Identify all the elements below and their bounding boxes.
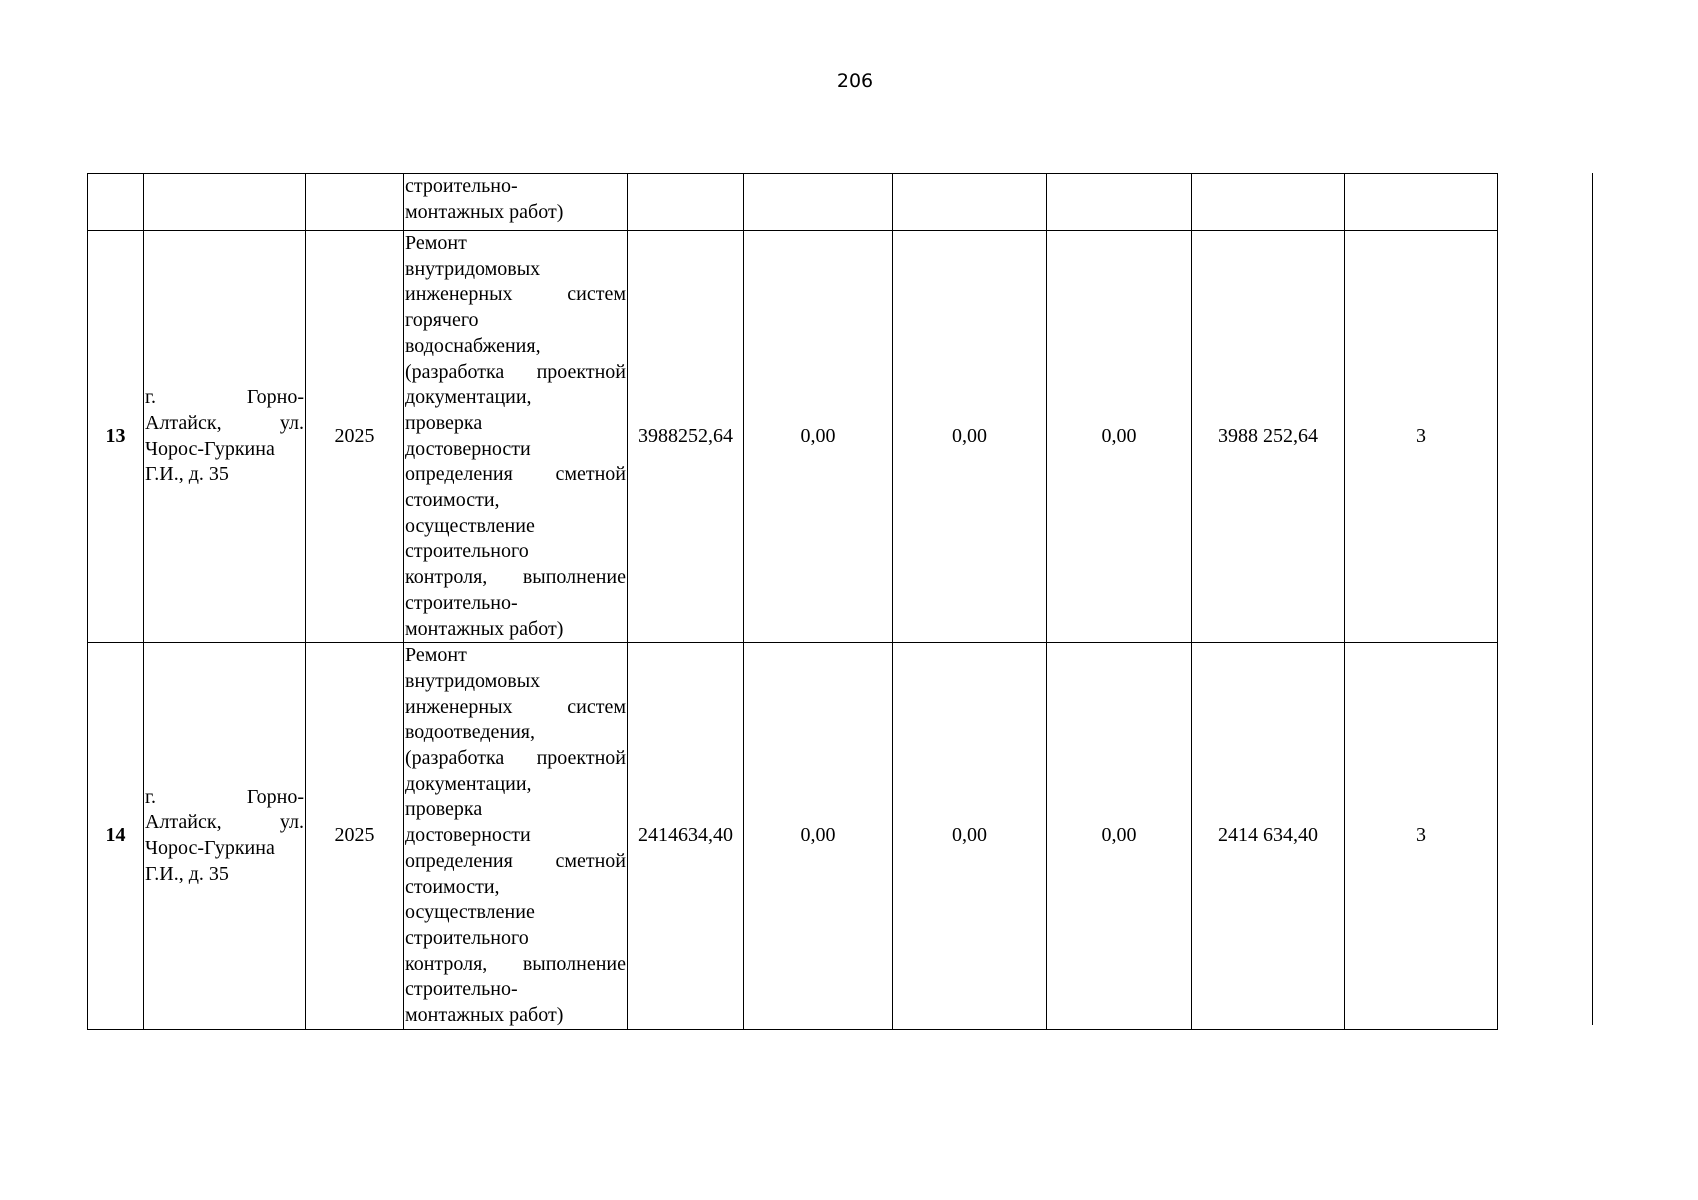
description-line: документации, [405, 386, 532, 409]
cell-work-description [404, 174, 628, 231]
cell-code: 3 [1345, 231, 1498, 643]
cell-owners-funds [1192, 174, 1345, 231]
table-row-continuation [88, 174, 1498, 231]
description-line: инженерных систем [405, 695, 626, 718]
table-row [88, 231, 1498, 643]
description-line: (разработка проектной [405, 747, 626, 770]
description-line: внутридомовых [405, 669, 541, 692]
address-line: г. Горно- [145, 386, 304, 409]
description-line: строительно- [405, 591, 518, 614]
description-line: строительного [405, 540, 529, 563]
description-line: инженерных систем [405, 283, 626, 306]
cell-total-cost: 3988252,64 [628, 231, 744, 643]
cell-fund-amount: 0,00 [744, 231, 893, 643]
cell-year [306, 174, 404, 231]
cell-work-description [404, 231, 628, 643]
description-line: достоверности [405, 437, 531, 460]
description-line: проверка [405, 798, 483, 821]
description-line: строительно- [405, 978, 518, 1001]
description-line: строительно- [405, 175, 518, 197]
cell-regional-budget: 0,00 [893, 643, 1047, 1030]
cell-local-budget: 0,00 [1047, 643, 1192, 1030]
description-line: достоверности [405, 824, 531, 847]
description-line: монтажных работ) [405, 1004, 564, 1027]
address-line: Алтайск, ул. [145, 811, 304, 834]
description-line: горячего [405, 309, 479, 332]
address-line: г. Горно- [145, 785, 304, 808]
description-line: контроля, выполнение [405, 566, 626, 589]
description-line: проверка [405, 411, 483, 434]
table-row [88, 643, 1498, 1030]
cell-year: 2025 [306, 231, 404, 643]
margin-rule [1592, 173, 1593, 1025]
description-line: (разработка проектной [405, 360, 626, 383]
description-line: осуществление [405, 514, 535, 537]
cell-code: 3 [1345, 643, 1498, 1030]
description-line: стоимости, [405, 489, 500, 512]
cell-number: 14 [88, 643, 144, 1030]
cell-code [1345, 174, 1498, 231]
description-line: Ремонт [405, 644, 467, 667]
cell-local-budget [1047, 174, 1192, 231]
description-line: строительного [405, 926, 529, 949]
cell-local-budget: 0,00 [1047, 231, 1192, 643]
cell-regional-budget [893, 174, 1047, 231]
cell-address [144, 643, 306, 1030]
cell-owners-funds: 2414 634,40 [1192, 643, 1345, 1030]
description-line: Ремонт [405, 232, 467, 254]
cell-work-description [404, 643, 628, 1030]
cell-address [144, 231, 306, 643]
cell-regional-budget: 0,00 [893, 231, 1047, 643]
cell-total-cost [628, 174, 744, 231]
page-number: 206 [836, 70, 874, 92]
description-line: контроля, выполнение [405, 952, 626, 975]
address-line: Чорос-Гуркина [145, 837, 275, 860]
description-line: документации, [405, 772, 532, 795]
address-line: Г.И., д. 35 [145, 862, 229, 885]
cell-owners-funds: 3988 252,64 [1192, 231, 1345, 643]
description-line: стоимости, [405, 875, 500, 898]
capital-repair-table [87, 173, 1498, 1030]
description-line: водоснабжения, [405, 334, 541, 357]
description-line: водоотведения, [405, 721, 535, 744]
description-line: определения сметной [405, 849, 626, 872]
cell-number [88, 174, 144, 231]
address-line: Алтайск, ул. [145, 411, 304, 434]
cell-address [144, 174, 306, 231]
description-line: осуществление [405, 901, 535, 924]
cell-number: 13 [88, 231, 144, 643]
cell-total-cost: 2414634,40 [628, 643, 744, 1030]
cell-fund-amount [744, 174, 893, 231]
address-line: Чорос-Гуркина [145, 437, 275, 460]
description-line: определения сметной [405, 463, 626, 486]
address-line: Г.И., д. 35 [145, 463, 229, 486]
description-line: монтажных работ) [405, 200, 564, 223]
description-line: внутридомовых [405, 257, 541, 280]
cell-fund-amount: 0,00 [744, 643, 893, 1030]
cell-year: 2025 [306, 643, 404, 1030]
description-line: монтажных работ) [405, 617, 564, 640]
